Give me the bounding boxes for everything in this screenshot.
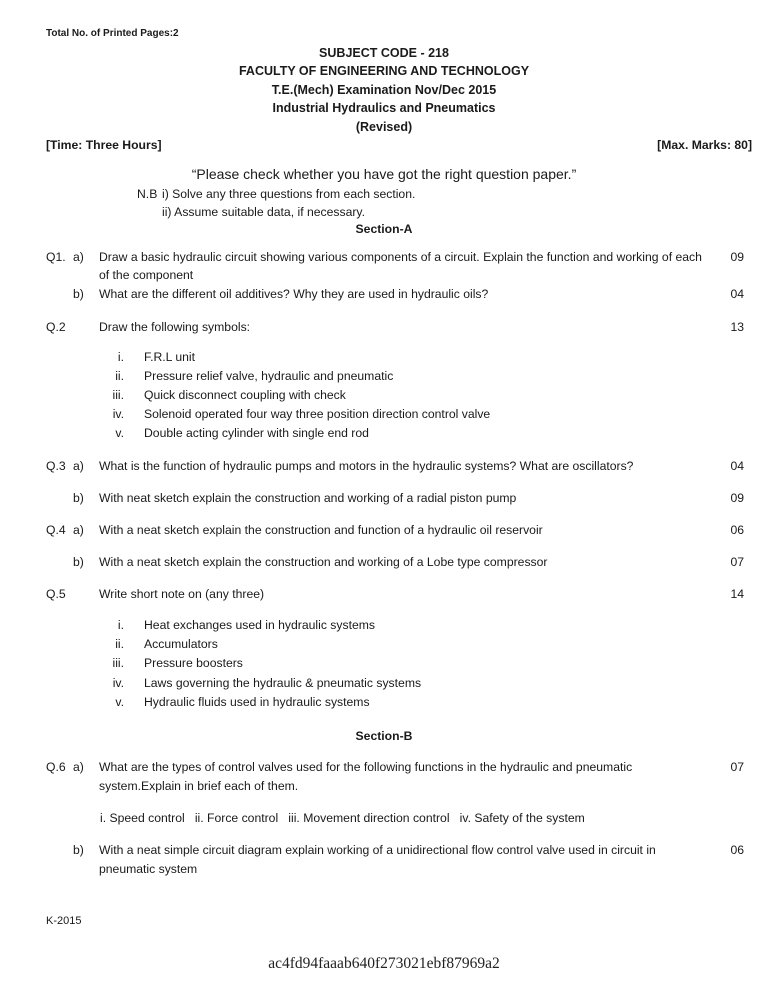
q1-number: Q1. — [46, 250, 66, 264]
q1b-label: b) — [73, 287, 84, 301]
q5-number: Q.5 — [46, 587, 66, 601]
subject-code: SUBJECT CODE - 218 — [319, 46, 449, 60]
q3a-text: What is the function of hydraulic pumps and motors in the hydraulic systems? What are oscillators? — [99, 459, 634, 473]
q5-item-text: Accumulators — [144, 637, 218, 651]
footer-code: K-2015 — [46, 915, 82, 927]
q6a-function-list: i. Speed control ii. Force control iii. Movement direction control iv. Safety of the system — [100, 811, 585, 825]
q2-item-number: iii. — [112, 388, 124, 402]
q5-item-text: Laws governing the hydraulic & pneumatic systems — [144, 676, 422, 690]
section-b-title: Section-B — [355, 729, 413, 743]
q4b-text: With a neat sketch explain the construction and working of a Lobe type compressor — [99, 555, 548, 569]
q4b-marks: 07 — [730, 555, 744, 569]
q2-marks: 13 — [730, 320, 744, 334]
q5-text: Write short note on (any three) — [99, 587, 265, 601]
q3b-marks: 09 — [730, 491, 744, 505]
max-marks-label: [Max. Marks: 80] — [657, 138, 752, 152]
q1b-text: What are the different oil additives? Why they are used in hydraulic oils? — [99, 287, 489, 301]
q4a-text: With a neat sketch explain the construction and function of a hydraulic oil reservoir — [99, 523, 543, 537]
q5-item-number: ii. — [115, 637, 124, 651]
document-hash: ac4fd94faaab640f273021ebf87969a2 — [268, 955, 500, 972]
q1a-text-line1: Draw a basic hydraulic circuit showing various components of a circuit. Explain the function and working of each — [99, 250, 702, 264]
q2-item-number: ii. — [115, 369, 124, 383]
q3a-marks: 04 — [730, 459, 744, 473]
q4a-marks: 06 — [730, 523, 744, 537]
q2-item-text: Quick disconnect coupling with check — [144, 388, 346, 402]
q2-text: Draw the following symbols: — [99, 320, 251, 334]
q5-item-number: iii. — [112, 656, 124, 670]
q5-item-number: i. — [117, 618, 124, 632]
q5-item-number: iv. — [112, 676, 124, 690]
nb-label: N.B — [137, 187, 158, 201]
q1b-marks: 04 — [730, 287, 744, 301]
q2-item-number: iv. — [112, 407, 124, 421]
q5-item-text: Hydraulic fluids used in hydraulic systems — [144, 695, 370, 709]
q3a-label: a) — [73, 459, 84, 473]
q1a-marks: 09 — [730, 250, 744, 264]
exam-title: T.E.(Mech) Examination Nov/Dec 2015 — [271, 83, 497, 97]
time-label: [Time: Three Hours] — [46, 138, 162, 152]
q1a-text-line2: of the component — [99, 268, 194, 282]
q1a-label: a) — [73, 250, 84, 264]
q6b-text-line2: pneumatic system — [99, 862, 198, 876]
q2-item-text: Double acting cylinder with single end rod — [144, 426, 369, 440]
q6a-text-line2: system.Explain in brief each of them. — [99, 779, 299, 793]
q3b-text: With neat sketch explain the construction and working of a radial piston pump — [99, 491, 517, 505]
q4a-label: a) — [73, 523, 84, 537]
q2-item-number: i. — [117, 350, 124, 364]
q5-item-number: v. — [115, 695, 124, 709]
q2-item-text: F.R.L unit — [144, 350, 196, 364]
q6b-marks: 06 — [730, 843, 744, 857]
q4b-label: b) — [73, 555, 84, 569]
nb-item-1: i) Solve any three questions from each section. — [162, 187, 416, 201]
q2-number: Q.2 — [46, 320, 66, 334]
faculty-title: FACULTY OF ENGINEERING AND TECHNOLOGY — [238, 64, 530, 78]
q6a-text-line1: What are the types of control valves used for the following functions in the hydraulic and pneumatic — [99, 760, 633, 774]
q6-number: Q.6 — [46, 760, 66, 774]
q2-item-text: Solenoid operated four way three position direction control valve — [144, 407, 491, 421]
q2-item-number: v. — [115, 426, 124, 440]
q5-item-text: Pressure boosters — [144, 656, 243, 670]
q3-number: Q.3 — [46, 459, 66, 473]
q6b-label: b) — [73, 843, 84, 857]
nb-item-2: ii) Assume suitable data, if necessary. — [162, 205, 365, 219]
q5-item-text: Heat exchanges used in hydraulic systems — [144, 618, 376, 632]
q6a-marks: 07 — [730, 760, 744, 774]
q3b-label: b) — [73, 491, 84, 505]
check-paper-note: “Please check whether you have got the right question paper.” — [191, 166, 577, 182]
revised-label: (Revised) — [355, 120, 413, 134]
printed-pages-note: Total No. of Printed Pages:2 — [46, 28, 179, 39]
section-a-title: Section-A — [355, 222, 413, 236]
q2-item-text: Pressure relief valve, hydraulic and pneumatic — [144, 369, 394, 383]
q6b-text-line1: With a neat simple circuit diagram explain working of a unidirectional flow control valve used in circuit in — [99, 843, 656, 857]
q5-marks: 14 — [730, 587, 744, 601]
q6a-label: a) — [73, 760, 84, 774]
q4-number: Q.4 — [46, 523, 66, 537]
subject-title: Industrial Hydraulics and Pneumatics — [272, 101, 496, 115]
